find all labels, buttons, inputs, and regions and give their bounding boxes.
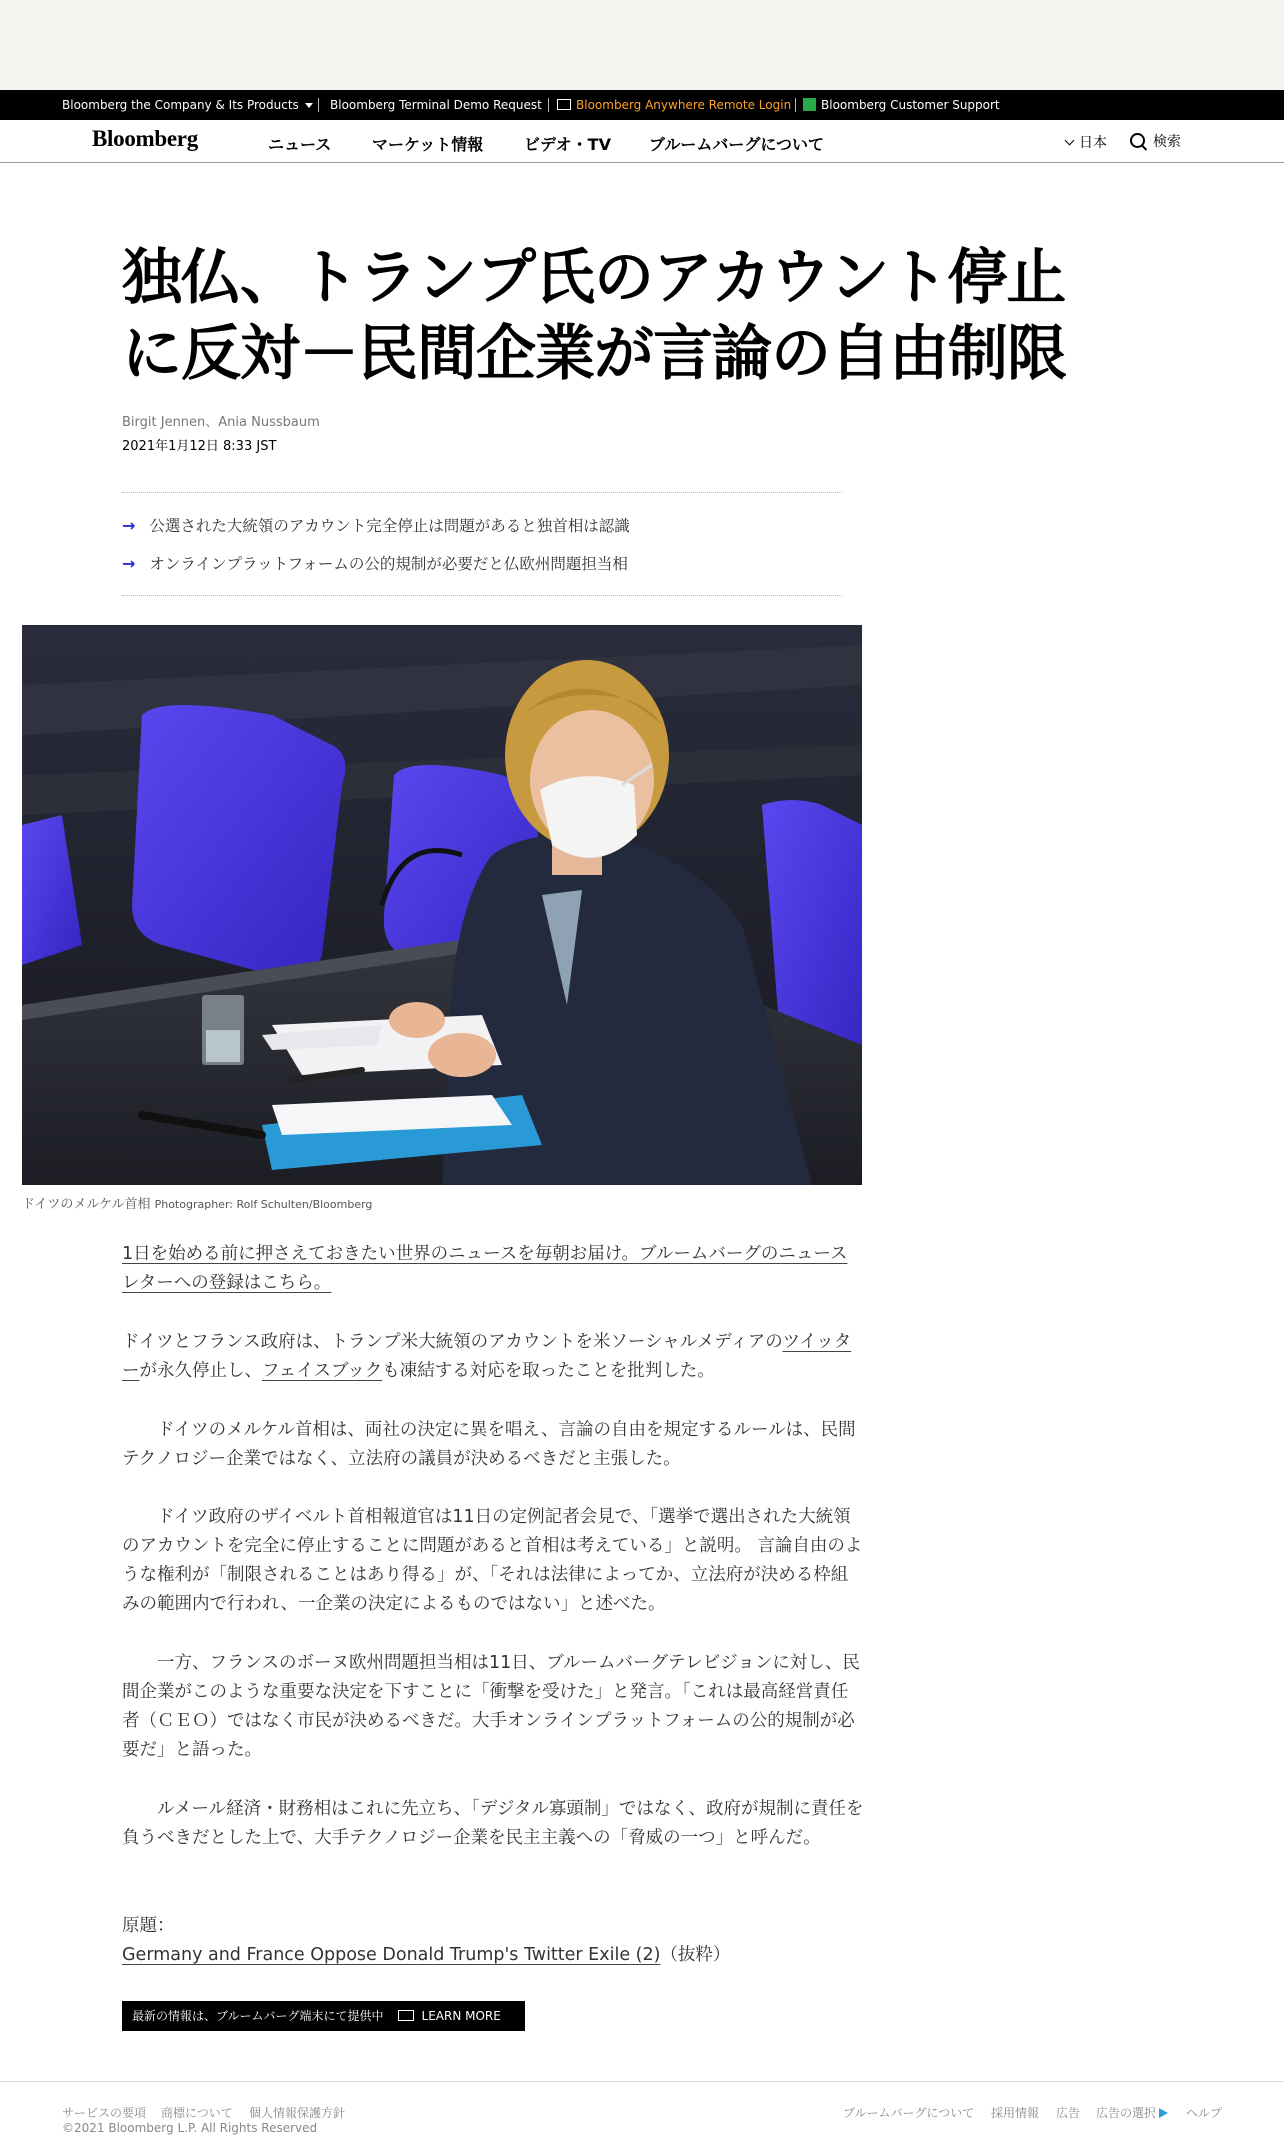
lead-photo xyxy=(22,625,862,1185)
byline: Birgit Jennen、Ania Nussbaum xyxy=(122,415,320,430)
headline-line-2: に反対－民間企業が言論の自由制限 xyxy=(122,319,1066,389)
newsletter-paragraph xyxy=(122,1240,864,1298)
monitor-icon xyxy=(398,2010,414,2021)
nav-item-video-tv[interactable]: ビデオ・TV xyxy=(524,135,611,154)
search-icon xyxy=(1130,133,1145,148)
newsletter-link[interactable]: 1日を始める前に押さえておきたい世界のニュースを毎朝お届け。ブルームバーグのニュースレターへの登録はこちら。 xyxy=(122,1244,848,1293)
ad-choices-label: 広告の選択 xyxy=(1096,2106,1157,2120)
anywhere-login-link[interactable] xyxy=(557,90,791,120)
copyright: ©2021 Bloomberg L.P. All Rights Reserved xyxy=(62,2121,318,2135)
facebook-link[interactable]: フェイスブック xyxy=(262,1361,383,1381)
customer-support-label: Bloomberg Customer Support xyxy=(821,98,1000,112)
footer-link-help[interactable]: ヘルプ xyxy=(1186,2106,1223,2120)
language-selector[interactable] xyxy=(1066,132,1107,152)
cta-text: 最新の情報は、ブルームバーグ端末にて提供中 xyxy=(132,2009,384,2023)
p1-text-c: も凍結する対応を取ったことを批判した。 xyxy=(382,1361,715,1381)
abstract-text: 公選された大統領のアカウント完全停止は問題があると独首相は認識 xyxy=(149,517,630,535)
top-utility-bar xyxy=(0,90,1284,120)
headline-line-1: 独仏、トランプ氏のアカウント停止 xyxy=(122,243,1066,313)
p1-text-b: が永久停止し、 xyxy=(139,1361,262,1381)
search-label: 検索 xyxy=(1153,134,1181,150)
footer-link-terms[interactable]: サービスの要項 xyxy=(62,2106,147,2120)
article-headline xyxy=(122,240,1122,392)
body-paragraph-1 xyxy=(122,1328,864,1386)
company-products-label: Bloomberg the Company & Its Products xyxy=(62,98,299,112)
original-article-link[interactable]: Germany and France Oppose Donald Trump's Twitter Exile (2) xyxy=(122,1945,661,1965)
terminal-cta-banner[interactable] xyxy=(122,2001,525,2031)
arrow-right-icon: → xyxy=(122,516,136,535)
abstract-item xyxy=(122,514,630,536)
company-products-menu[interactable] xyxy=(62,90,313,120)
p1-text-a: ドイツとフランス政府は、トランプ米大統領のアカウントを米ソーシャルメディアの xyxy=(122,1332,783,1352)
footer-link-about[interactable]: ブルームバーグについて xyxy=(843,2106,975,2120)
footer-link-privacy[interactable]: 個人情報保護方針 xyxy=(249,2106,346,2120)
body-paragraph-4: 一方、フランスのボーヌ欧州問題担当相は11日、ブルームバーグテレビジョンに対し、民間企業がこのような重要な決定を下すことに「衝撃を受けた」と発言。「これは最高経営責任者（ＣＥＯ）ではなく市民が決めるべきだ。大手オンラインプラットフォームの公的規制が必要だ」と語った。 xyxy=(122,1653,860,1760)
original-title xyxy=(122,1912,864,1970)
footer-link-advertising[interactable]: 広告 xyxy=(1056,2106,1081,2120)
abstract-text: オンラインプラットフォームの公的規制が必要だと仏欧州問題担当相 xyxy=(149,555,628,573)
photo-caption xyxy=(22,1193,372,1212)
twitter-link[interactable]: ツイッター xyxy=(122,1332,852,1381)
nav-item-markets[interactable]: マーケット情報 xyxy=(372,135,484,154)
divider xyxy=(318,98,319,112)
terminal-demo-link[interactable]: Bloomberg Terminal Demo Request xyxy=(330,98,542,112)
chevron-down-icon xyxy=(1065,136,1075,146)
main-navbar xyxy=(0,120,1284,163)
caption-text: ドイツのメルケル首相 xyxy=(22,1197,151,1212)
original-suffix: （抜粋） xyxy=(660,1945,731,1965)
original-label: 原題： xyxy=(122,1916,175,1936)
learn-more-label: LEARN MORE xyxy=(421,2009,501,2023)
footer-link-careers[interactable]: 採用情報 xyxy=(991,2106,1040,2120)
photo-credit: Photographer: Rolf Schulten/Bloomberg xyxy=(154,1198,373,1211)
divider xyxy=(795,98,796,112)
publish-date: 2021年1月12日 8:33 JST xyxy=(122,439,277,454)
ad-space xyxy=(0,0,1284,90)
support-icon xyxy=(803,98,816,111)
divider xyxy=(548,98,549,112)
nav-item-news[interactable]: ニュース xyxy=(268,135,332,154)
body-paragraph-2: ドイツのメルケル首相は、両社の決定に異を唱え、言論の自由を規定するルールは、民間テクノロジー企業ではなく、立法府の議員が決めるべきだと主張した。 xyxy=(122,1420,856,1469)
body-paragraph-3: ドイツ政府のザイベルト首相報道官は11日の定例記者会見で、「選挙で選出された大統領のアカウントを完全に停止することに問題があると首相は考えている」と説明。 言論自由のような権利が「制限されることはあり得る」が、「それは法律によってか、立法府が決める枠組みの範囲内で行われ、一企業の決定によるものではない」と述べた。 xyxy=(122,1507,863,1614)
article-abstract xyxy=(122,492,842,596)
adchoices-icon xyxy=(1159,2108,1168,2118)
nav-item-about[interactable]: ブルームバーグについて xyxy=(649,135,825,154)
search-button[interactable] xyxy=(1130,131,1181,151)
terminal-icon xyxy=(557,99,571,110)
body-paragraph-5: ルメール経済・財務相はこれに先立ち、「デジタル寡頭制」ではなく、政府が規制に責任を負うべきだとした上で、大手テクノロジー企業を民主主義への「脅威の一つ」と呼んだ。 xyxy=(122,1799,864,1848)
customer-support-link[interactable] xyxy=(803,90,1000,120)
arrow-right-icon: → xyxy=(122,554,136,573)
abstract-item xyxy=(122,552,628,574)
footer xyxy=(0,2081,1284,2155)
anywhere-login-label: Bloomberg Anywhere Remote Login xyxy=(576,98,792,112)
footer-link-ad-choices[interactable] xyxy=(1096,2104,1168,2121)
caret-down-icon xyxy=(305,103,313,108)
footer-link-trademarks[interactable]: 商標について xyxy=(161,2106,233,2120)
language-label: 日本 xyxy=(1079,135,1107,151)
bloomberg-logo[interactable]: Bloomberg xyxy=(92,126,198,151)
